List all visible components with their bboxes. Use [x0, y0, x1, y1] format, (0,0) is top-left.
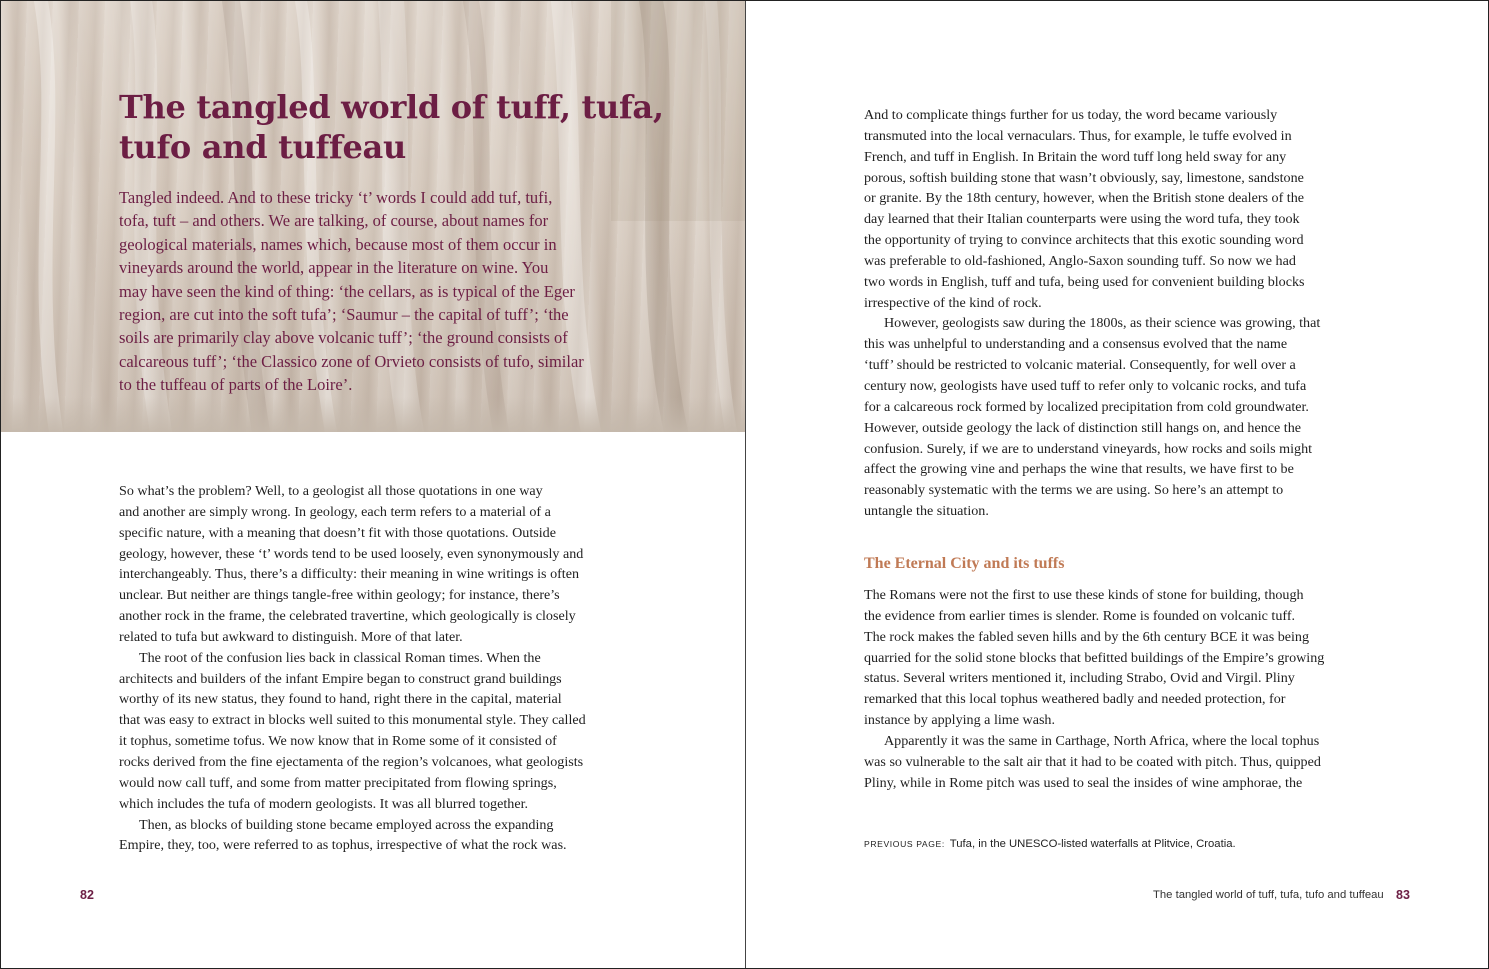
body-line: was so vulnerable to the salt air that it had to be coated with pitch. Thus, quipped: [864, 753, 1321, 770]
body-line: status. Several writers mentioned it, including Strabo, Ovid and Virgil. Pliny: [864, 670, 1295, 687]
intro-line: region, are cut into the soft tufa’; ‘Saumur – the capital of tuff’; ‘the: [119, 305, 569, 325]
body-line: untangle the situation.: [864, 503, 989, 520]
body-line: for a calcareous rock formed by localized precipitation from cold groundwater.: [864, 398, 1309, 415]
body-line: confusion. Surely, if we are to understand vineyards, how rocks and soils might: [864, 440, 1313, 457]
body-line: which includes the tufa of modern geologists. It was all blurred together.: [119, 795, 529, 812]
body-line: Then, as blocks of building stone became employed across the expanding: [139, 816, 554, 833]
title-line: The tangled world of tuff, tufa,: [119, 88, 664, 126]
intro-line: tofa, tuft – and others. We are talking, of course, about names for: [119, 211, 549, 231]
body-line: interchangeably. Thus, there’s a difficulty: their meaning in wine writings is often: [119, 566, 580, 583]
body-line: remarked that this local tophus weathered badly and needed protection, for: [864, 691, 1286, 708]
body-line: or granite. By the 18th century, however, when the British stone dealers of the: [864, 190, 1305, 207]
body-line: worthy of its new status, they found to hand, right there in the capital, material: [119, 691, 562, 708]
chapter-title: [119, 87, 679, 167]
left-body-text: [119, 481, 639, 856]
body-line: Empire, they, too, were referred to as tophus, irrespective of what the rock was.: [119, 837, 567, 854]
intro-line: vineyards around the world, appear in the literature on wine. You: [119, 258, 549, 278]
body-line: Apparently it was the same in Carthage, North Africa, where the local tophus: [884, 732, 1320, 749]
body-line: Pliny, while in Rome pitch was used to seal the insides of wine amphorae, the: [864, 774, 1303, 791]
intro-line: Tangled indeed. And to these tricky ‘t’ words I could add tuf, tufi,: [119, 188, 553, 207]
body-line: However, outside geology the lack of distinction still hangs on, and hence the: [864, 419, 1302, 436]
body-line: that was easy to extract in blocks well suited to this monumental style. They called: [119, 712, 586, 729]
body-line: unclear. But neither are things tangle-free within geology; for instance, there’s: [119, 587, 560, 604]
intro-line: to the tuffeau of parts of the Loire’.: [119, 375, 353, 395]
pool-shade: [1, 397, 745, 432]
body-line: ‘tuff’ should be restricted to volcanic material. Consequently, for well over a: [864, 357, 1296, 374]
body-line: another rock in the frame, the celebrated travertine, which geologically is closely: [119, 608, 576, 625]
body-line: irrespective of the kind of rock.: [864, 294, 1042, 311]
body-line: would now call tuff, and some from matter precipitated from flowing springs,: [119, 774, 557, 791]
body-line: porous, softish building stone that wasn’t obviously, say, limestone, sandstone: [864, 169, 1304, 186]
body-line: So what’s the problem? Well, to a geologist all those quotations in one way: [119, 483, 543, 499]
body-line: was preferable to old-fashioned, Anglo-Saxon sounding tuff. So now we had: [864, 252, 1296, 269]
intro-line: may have seen the kind of thing: ‘the cellars, as is typical of the Eger: [119, 281, 575, 301]
body-line: architects and builders of the infant Empire began to construct grand buildings: [119, 670, 562, 687]
body-line: day learned that their Italian counterparts were using the word tufa, they took: [864, 211, 1300, 228]
intro-line: calcareous tuff’; ‘the Classico zone of Orvieto consists of tufo, similar: [119, 351, 584, 371]
body-line: affect the growing vine and perhaps the wine that results, we have first to be: [864, 461, 1294, 478]
gutter-divider: [745, 1, 746, 968]
body-line: transmuted into the local vernaculars. Thus, for example, le tuffe evolved in: [864, 127, 1292, 144]
running-head: The tangled world of tuff, tufa, tufo and tuffeau: [1153, 889, 1384, 901]
body-line: and another are simply wrong. In geology, each term refers to a material of a: [119, 503, 551, 520]
body-line: instance by applying a lime wash.: [864, 712, 1056, 729]
body-line: two words in English, tuff and tufa, being used for convenient building blocks: [864, 273, 1305, 290]
photo-caption: [864, 838, 1236, 850]
body-line: rocks derived from the fine ejectamenta of the region’s volcanoes, what geologists: [119, 753, 584, 770]
body-line: specific nature, with a meaning that doesn’t fit with those quotations. Outside: [119, 524, 556, 541]
page-number-right: 83: [1396, 888, 1410, 902]
body-line: However, geologists saw during the 1800s, as their science was growing, that: [884, 315, 1321, 332]
body-line: related to tufa but awkward to distinguish. More of that later.: [119, 628, 463, 645]
body-line: quarried for the solid stone blocks that befitted buildings of the Empire’s growing: [864, 649, 1325, 666]
intro-line: soils are primarily clay above volcanic tuff’; ‘the ground consists of: [119, 328, 568, 348]
body-line: reasonably systematic with the terms we are using. So here’s an attempt to: [864, 482, 1284, 499]
section-subheading: The Eternal City and its tuffs: [864, 555, 1065, 572]
page-number-left: 82: [80, 888, 94, 902]
title-line: tufo and tuffeau: [119, 128, 406, 166]
intro-line: geological materials, names which, because most of them occur in: [119, 234, 557, 254]
body-line: geology, however, these ‘t’ words tend to be used loosely, even synonymously and: [119, 545, 584, 562]
body-line: the opportunity of trying to convince architects that this exotic sounding word: [864, 232, 1304, 249]
body-line: The Romans were not the first to use these kinds of stone for building, though: [864, 587, 1304, 603]
caption-lead: PREVIOUS PAGE:: [864, 839, 945, 849]
intro-paragraph: [119, 186, 639, 397]
right-body-text-2: [864, 585, 1384, 793]
body-line: And to complicate things further for us today, the word became variously: [864, 107, 1278, 123]
body-line: The root of the confusion lies back in classical Roman times. When the: [139, 649, 541, 666]
body-line: this was unhelpful to understanding and a consensus evolved that the name: [864, 336, 1288, 353]
body-line: the evidence from earlier times is slender. Rome is founded on volcanic tuff.: [864, 607, 1296, 624]
body-line: French, and tuff in English. In Britain the word tuff long held sway for any: [864, 148, 1287, 165]
caption-text: Tufa, in the UNESCO-listed waterfalls at Plitvice, Croatia.: [949, 838, 1236, 850]
right-body-text: [864, 105, 1384, 522]
body-line: The rock makes the fabled seven hills and by the 6th century BCE it was being: [864, 628, 1310, 645]
body-line: century now, geologists have used tuff to refer only to volcanic rocks, and tufa: [864, 377, 1307, 394]
body-line: it tophus, sometime tofus. We now know that in Rome some of it consisted of: [119, 733, 557, 750]
